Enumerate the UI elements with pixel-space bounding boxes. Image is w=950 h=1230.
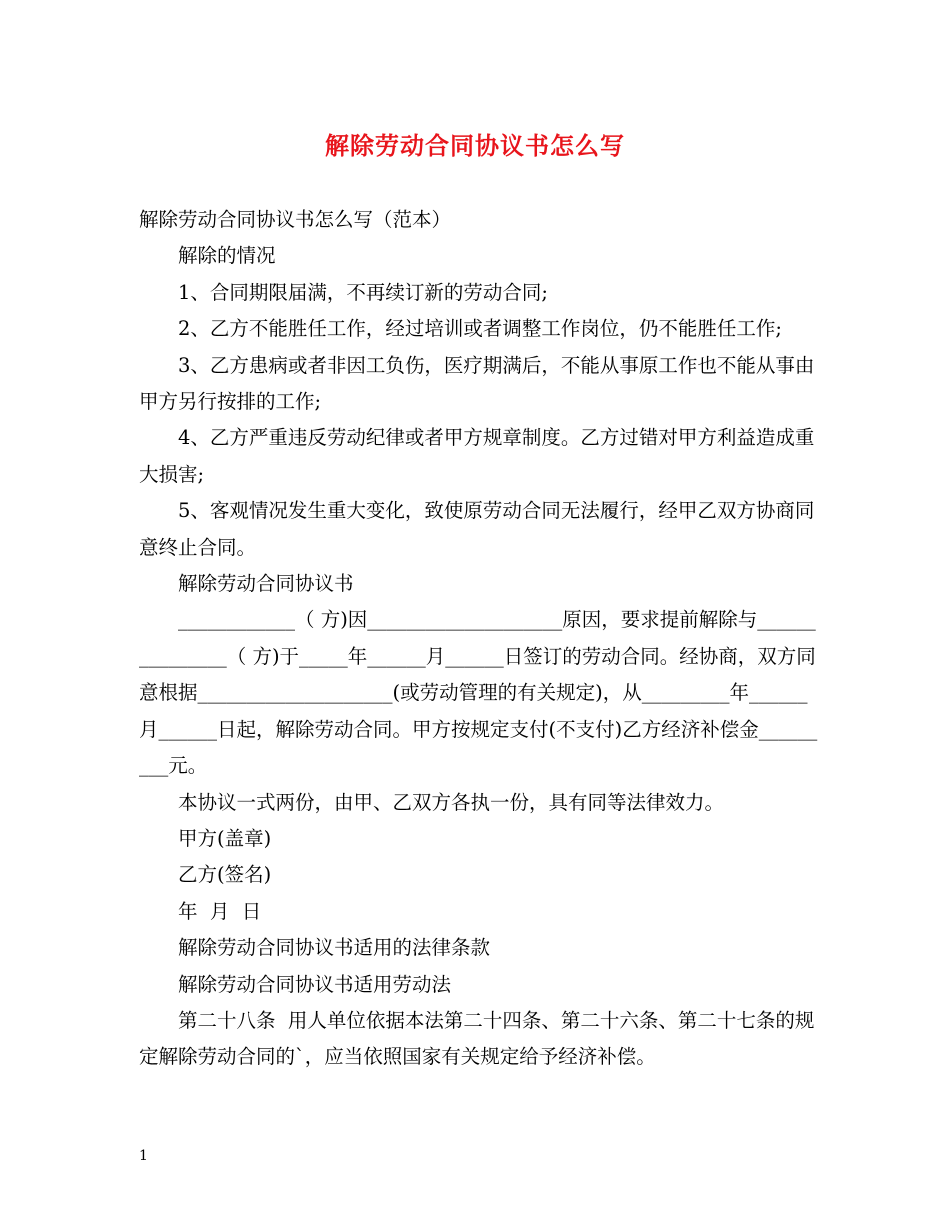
list-item-3: 3、乙方患病或者非因工负伤，医疗期满后，不能从事原工作也不能从事由甲方另行按排的工作; [139, 353, 815, 414]
party-b-signature-line: 乙方(签名) [178, 863, 272, 887]
list-item-5: 5、客观情况发生重大变化，致使原劳动合同无法履行，经甲乙双方协商同意终止合同。 [139, 499, 815, 559]
subtitle-paragraph: 解除劳动合同协议书怎么写（范本） [139, 208, 452, 231]
agreement-copies-paragraph: 本协议一式两份，由甲、乙双方各执一份，具有同等法律效力。 [178, 790, 725, 814]
section-heading-termination-cases: 解除的情况 [178, 244, 276, 268]
page-number: 1 [139, 1148, 148, 1164]
list-item-1: 1、合同期限届满，不再续订新的劳动合同; [178, 280, 548, 304]
section-heading-labor-law: 解除劳动合同协议书适用劳动法 [178, 972, 452, 996]
article-28-paragraph: 第二十八条 用人单位依据本法第二十四条、第二十六条、第二十七条的规定解除劳动合同的`，应当依照国家有关规定给予经济补偿。 [139, 1008, 815, 1069]
document-body [139, 202, 819, 1076]
party-a-seal-line: 甲方(盖章) [178, 826, 272, 850]
section-heading-agreement: 解除劳动合同协议书 [178, 572, 354, 596]
list-item-2: 2、乙方不能胜任工作，经过培训或者调整工作岗位，仍不能胜任工作; [178, 317, 782, 341]
agreement-fill-in-paragraph: ____________（ 方)因____________________原因，要求提前解除与_______________（ 方)于_____年______月______日签订的劳动合同。经协商，双方同意根据____________________(或劳动管理的有关规定)，从_________年______月______日起，解除劳动合同。甲方按规定支付(不支付)乙方经济补偿金_________元。 [139, 608, 818, 778]
list-item-4: 4、乙方严重违反劳动纪律或者甲方规章制度。乙方过错对甲方利益造成重大损害; [139, 426, 815, 486]
date-line: 年 月 日 [178, 899, 262, 923]
section-heading-legal-provisions: 解除劳动合同协议书适用的法律条款 [178, 936, 491, 960]
document-title: 解除劳动合同协议书怎么写 [325, 131, 625, 160]
